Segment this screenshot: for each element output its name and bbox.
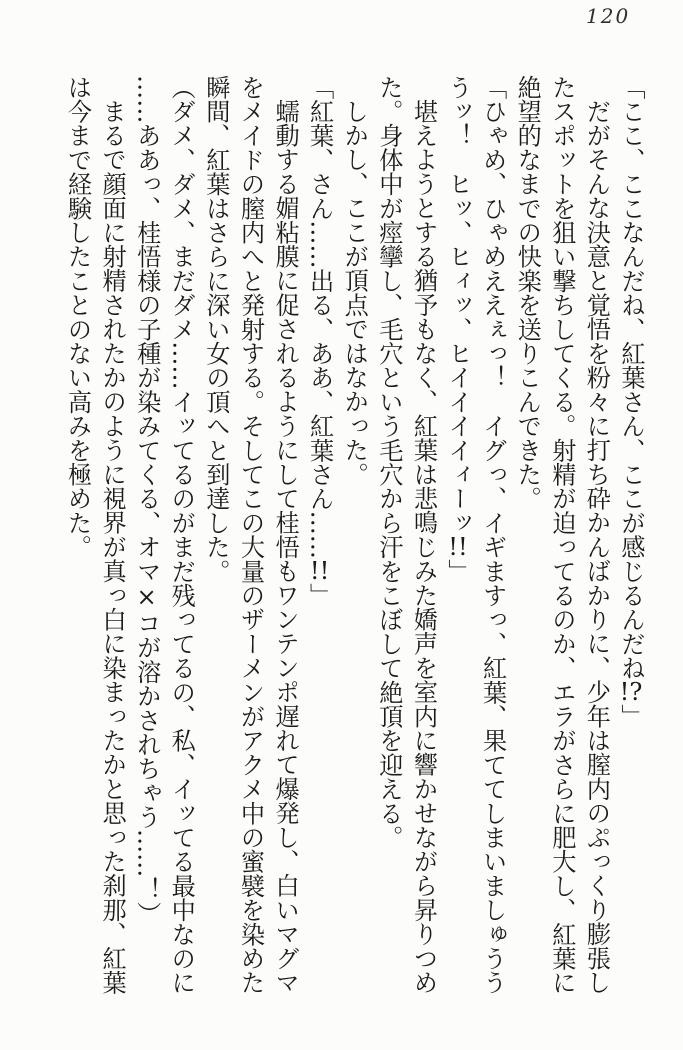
- text-line: 堪えようとする猶予もなく、紅葉は悲鳴じみた嬌声を室内に響かせながら昇りつめ: [409, 99, 438, 995]
- text-line: た。身体中が痙攣し、毛穴という毛穴から汗をこぼして絶頂を迎える。: [374, 75, 403, 850]
- text-line: は今まで経験したことのない高みを極めた。: [63, 75, 92, 559]
- text-line: たスポットを狙い撃ちしてくる。射精が迫ってるのか、エラがさらに肥大し、紅葉に: [547, 75, 576, 995]
- text-line: （ダメ、ダメ、まだダメ……イッてるのがまだ残ってるの、私、イッてる最中なのに: [167, 75, 196, 995]
- tate-chu-yoko-text: !!: [448, 534, 468, 560]
- text-line: だがそんな決意と覚悟を粉々に打ち砕かんばかりに、少年は膣内のぷっくり膨張し: [582, 99, 611, 995]
- text-line: 絶望的なまでの快楽を送りこんできた。: [513, 75, 542, 511]
- text-line: ……ああっ、桂悟様の子種が染みてくる、オマ×コが溶かされちゃう……！）: [132, 75, 161, 926]
- text-line: 「ひゃめ、ひゃめええぇっ！ イグっ、イギますっ、紅葉、果ててしまいましゅうう: [478, 75, 507, 995]
- text-line: うッ！ ヒッ、ヒィッ、ヒイイイイィーッ!!」: [444, 75, 473, 584]
- text-line: 蠕動する媚粘膜に促されるようにして桂悟もワンテンポ遅れて爆発し、白いマグマ: [271, 99, 300, 995]
- tate-chu-yoko-text: !?: [619, 680, 643, 705]
- text-line: しかし、ここが頂点ではなかった。: [340, 99, 369, 487]
- tate-chu-yoko-text: !!: [309, 558, 330, 584]
- text-line: 「ここ、ここなんだね、紅葉さん、ここが感じるんだね!?」: [617, 75, 645, 729]
- text-line: 「紅葉、さん……出る、ああ、紅葉さん……!!」: [305, 75, 334, 608]
- text-line: まるで顔面に射精されたかのように視界が真っ白に染まったかと思った刹那、紅葉: [98, 99, 127, 995]
- text-line: をメイドの膣内へと発射する。そしてこの大量のザーメンがアクメ中の蜜襞を染めた: [236, 75, 265, 995]
- text-body: [60, 75, 648, 1027]
- page-number: 120: [586, 4, 631, 28]
- text-line: 瞬間、紅葉はさらに深い女の頂へと到達した。: [201, 75, 230, 584]
